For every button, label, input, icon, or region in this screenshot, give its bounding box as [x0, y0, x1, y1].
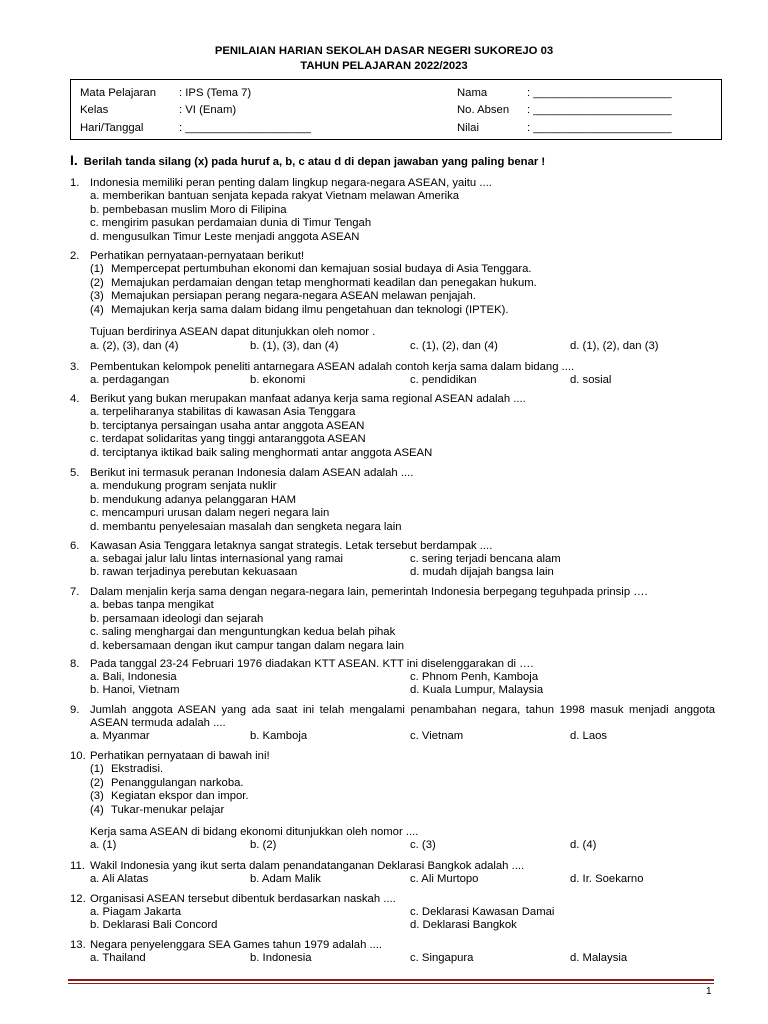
option-c[interactable]: c. (1), (2), dan (4): [410, 340, 498, 352]
absence-number-field[interactable]: : ______________________: [527, 104, 672, 116]
question-text: Dalam menjalin kerja sama dengan negara-negara lain, pemerintah Indonesia berpegang teguhpada prinsip ….: [90, 586, 648, 598]
option-d[interactable]: d. Malaysia: [570, 952, 628, 964]
name-field[interactable]: : ______________________: [527, 87, 672, 99]
option-a[interactable]: a. Myanmar: [90, 730, 150, 742]
option-b[interactable]: b. rawan terjadinya perebutan kekuasaan: [90, 566, 298, 578]
question-number: 5.: [70, 467, 80, 479]
option-b[interactable]: b. Kamboja: [250, 730, 308, 742]
option-a[interactable]: a. mendukung program senjata nuklir: [90, 480, 277, 493]
option-b[interactable]: b. Hanoi, Vietnam: [90, 684, 180, 696]
option-b[interactable]: b. pembebasan muslim Moro di Filipina: [90, 203, 287, 216]
option-c[interactable]: c. Phnom Penh, Kamboja: [410, 671, 539, 683]
question-5: [70, 467, 715, 534]
question-prompt: Tujuan berdirinya ASEAN dapat ditunjukkan oleh nomor .: [90, 326, 376, 338]
name-label: Nama: [457, 87, 488, 99]
option-b[interactable]: b. (2): [250, 839, 277, 851]
question-number: 9.: [70, 704, 80, 716]
option-c[interactable]: c. sering terjadi bencana alam: [410, 553, 561, 565]
question-8: [70, 658, 715, 696]
option-a[interactable]: a. terpeliharanya stabilitas di kawasan Asia Tenggara: [90, 406, 356, 419]
question-7: [70, 586, 715, 653]
option-a[interactable]: a. Piagam Jakarta: [90, 906, 182, 918]
option-d[interactable]: d. Deklarasi Bangkok: [410, 919, 517, 931]
subject-value: : IPS (Tema 7): [179, 87, 252, 99]
option-b[interactable]: b. mendukung adanya pelanggaran HAM: [90, 493, 296, 506]
option-a[interactable]: a. (1): [90, 839, 117, 851]
option-d[interactable]: d. sosial: [570, 374, 612, 386]
option-b[interactable]: b. Adam Malik: [250, 873, 321, 885]
question-text: Berikut yang bukan merupakan manfaat adanya kerja sama regional ASEAN adalah ....: [90, 393, 526, 405]
option-b[interactable]: b. persamaan ideologi dan sejarah: [90, 612, 264, 625]
statement-2: (2) Penanggulangan narkoba.: [90, 776, 244, 789]
document-header: [0, 44, 768, 74]
question-number: 11.: [70, 860, 85, 872]
option-d[interactable]: d. (1), (2), dan (3): [570, 340, 659, 352]
info-row-3: [71, 122, 721, 140]
question-9: [70, 704, 715, 742]
option-d[interactable]: d. terciptanya iktikad baik saling menghormati antar anggota ASEAN: [90, 446, 433, 459]
option-c[interactable]: c. (3): [410, 839, 436, 851]
info-row-1: [71, 87, 721, 105]
question-number: 1.: [70, 177, 80, 189]
statement-3: (3) Kegiatan ekspor dan impor.: [90, 790, 249, 803]
option-d[interactable]: d. membantu penyelesaian masalah dan sengketa negara lain: [90, 520, 402, 533]
section-number: I.: [70, 152, 78, 168]
option-a[interactable]: a. perdagangan: [90, 374, 170, 386]
question-number: 3.: [70, 361, 80, 373]
question-11: [70, 860, 715, 885]
option-a[interactable]: a. bebas tanpa mengikat: [90, 599, 214, 612]
class-label: Kelas: [80, 104, 109, 116]
score-label: Nilai: [457, 122, 479, 134]
option-d[interactable]: d. Ir. Soekarno: [570, 873, 644, 885]
score-field[interactable]: : ______________________: [527, 122, 672, 134]
option-c[interactable]: c. saling menghargai dan menguntungkan kedua belah pihak: [90, 626, 396, 639]
option-c[interactable]: c. mengirim pasukan perdamaian dunia di Timur Tengah: [90, 217, 372, 230]
option-b[interactable]: b. Indonesia: [250, 952, 312, 964]
question-text: Pembentukan kelompok peneliti antarnegara ASEAN adalah contoh kerja sama dalam bidang ....: [90, 361, 575, 373]
statement-4: (4) Memajukan kerja sama dalam bidang ilmu pengetahuan dan teknologi (IPTEK).: [90, 303, 509, 316]
option-d[interactable]: d. Laos: [570, 730, 608, 742]
option-b[interactable]: b. Deklarasi Bali Concord: [90, 919, 218, 931]
date-label: Hari/Tanggal: [80, 122, 144, 134]
question-number: 4.: [70, 393, 80, 405]
option-c[interactable]: c. Ali Murtopo: [410, 873, 479, 885]
question-text: Negara penyelenggara SEA Games tahun 1979 adalah ....: [90, 939, 383, 951]
question-text: Perhatikan pernyataan-pernyataan berikut!: [90, 250, 305, 262]
question-4: [70, 393, 715, 460]
question-text: Jumlah anggota ASEAN yang ada saat ini telah mengalami penambahan negara, tahun 1998 masuk menjadi anggota ASEAN termuda adalah ....: [90, 704, 715, 730]
question-number: 13.: [70, 939, 86, 951]
question-13: [70, 939, 715, 964]
question-number: 10.: [70, 750, 86, 762]
option-c[interactable]: c. terdapat solidaritas yang tinggi antaranggota ASEAN: [90, 433, 366, 446]
statement-1: (1) Ekstradisi.: [90, 763, 164, 776]
date-field[interactable]: : ____________________: [179, 122, 311, 134]
question-2: [70, 250, 715, 352]
absence-number-label: No. Absen: [457, 104, 510, 116]
page-number: 1: [706, 986, 712, 997]
option-a[interactable]: a. Ali Alatas: [90, 873, 149, 885]
student-info-box: [70, 79, 722, 140]
option-d[interactable]: d. mudah dijajah bangsa lain: [410, 566, 554, 578]
option-b[interactable]: b. ekonomi: [250, 374, 306, 386]
option-c[interactable]: c. Singapura: [410, 952, 474, 964]
question-3: [70, 361, 715, 386]
info-row-2: [71, 104, 721, 122]
question-number: 12.: [70, 893, 86, 905]
option-d[interactable]: d. mengusulkan Timur Leste menjadi anggota ASEAN: [90, 230, 360, 243]
statement-4: (4) Tukar-menukar pelajar: [90, 803, 225, 816]
question-text: Wakil Indonesia yang ikut serta dalam penandatanganan Deklarasi Bangkok adalah ....: [90, 860, 525, 872]
class-value: : VI (Enam): [179, 104, 237, 116]
footer-rule-thick: [68, 979, 714, 981]
question-text: Kawasan Asia Tenggara letaknya sangat strategis. Letak tersebut berdampak ....: [90, 540, 493, 552]
option-d[interactable]: d. (4): [570, 839, 597, 851]
question-10: [70, 750, 715, 851]
option-c[interactable]: c. Vietnam: [410, 730, 464, 742]
question-12: [70, 893, 715, 931]
statement-1: (1) Mempercepat pertumbuhan ekonomi dan kemajuan sosial budaya di Asia Tenggara.: [90, 263, 532, 276]
question-text: Indonesia memiliki peran penting dalam lingkup negara-negara ASEAN, yaitu ....: [90, 177, 492, 189]
school-title: PENILAIAN HARIAN SEKOLAH DASAR NEGERI SUKOREJO 03: [214, 45, 554, 57]
option-a[interactable]: a. Thailand: [90, 952, 146, 964]
instruction-text: Berilah tanda silang (x) pada huruf a, b, c atau d di depan jawaban yang paling benar !: [83, 156, 546, 168]
question-1: [70, 177, 715, 244]
question-text: Pada tanggal 23-24 Februari 1976 diadakan KTT ASEAN. KTT ini diselenggarakan di ….: [90, 658, 534, 670]
option-a[interactable]: a. Bali, Indonesia: [90, 671, 177, 683]
school-year: TAHUN PELAJARAN 2022/2023: [300, 60, 468, 72]
section-instruction: [70, 154, 545, 169]
option-c[interactable]: c. Deklarasi Kawasan Damai: [410, 906, 555, 918]
question-prompt: Kerja sama ASEAN di bidang ekonomi ditunjukkan oleh nomor ....: [90, 826, 419, 838]
option-d[interactable]: d. Kuala Lumpur, Malaysia: [410, 684, 544, 696]
option-c[interactable]: c. pendidikan: [410, 374, 477, 386]
question-text: Perhatikan pernyataan di bawah ini!: [90, 750, 270, 762]
question-number: 6.: [70, 540, 80, 552]
question-number: 2.: [70, 250, 80, 262]
question-number: 7.: [70, 586, 80, 598]
option-b[interactable]: b. terciptanya persaingan usaha antar anggota ASEAN: [90, 419, 365, 432]
statement-2: (2) Memajukan perdamaian dengan tetap menghormati keadilan dan penegakan hukum.: [90, 276, 537, 289]
question-text: Berikut ini termasuk peranan Indonesia dalam ASEAN adalah ....: [90, 467, 414, 479]
question-6: [70, 540, 715, 578]
option-a[interactable]: a. sebagai jalur lalu lintas internasional yang ramai: [90, 553, 344, 565]
option-a[interactable]: a. (2), (3), dan (4): [90, 340, 179, 352]
option-d[interactable]: d. kebersamaan dengan ikut campur tangan dalam negara lain: [90, 639, 405, 652]
footer-rule-thin: [68, 983, 714, 984]
statement-3: (3) Memajukan persiapan perang negara-negara ASEAN melawan penjajah.: [90, 290, 476, 303]
subject-label: Mata Pelajaran: [80, 87, 156, 99]
option-a[interactable]: a. memberikan bantuan senjata kepada rakyat Vietnam melawan Amerika: [90, 190, 460, 203]
question-number: 8.: [70, 658, 80, 670]
option-c[interactable]: c. mencampuri urusan dalam negeri negara lain: [90, 507, 330, 520]
question-text: Organisasi ASEAN tersebut dibentuk berdasarkan naskah ....: [90, 893, 396, 905]
option-b[interactable]: b. (1), (3), dan (4): [250, 340, 339, 352]
